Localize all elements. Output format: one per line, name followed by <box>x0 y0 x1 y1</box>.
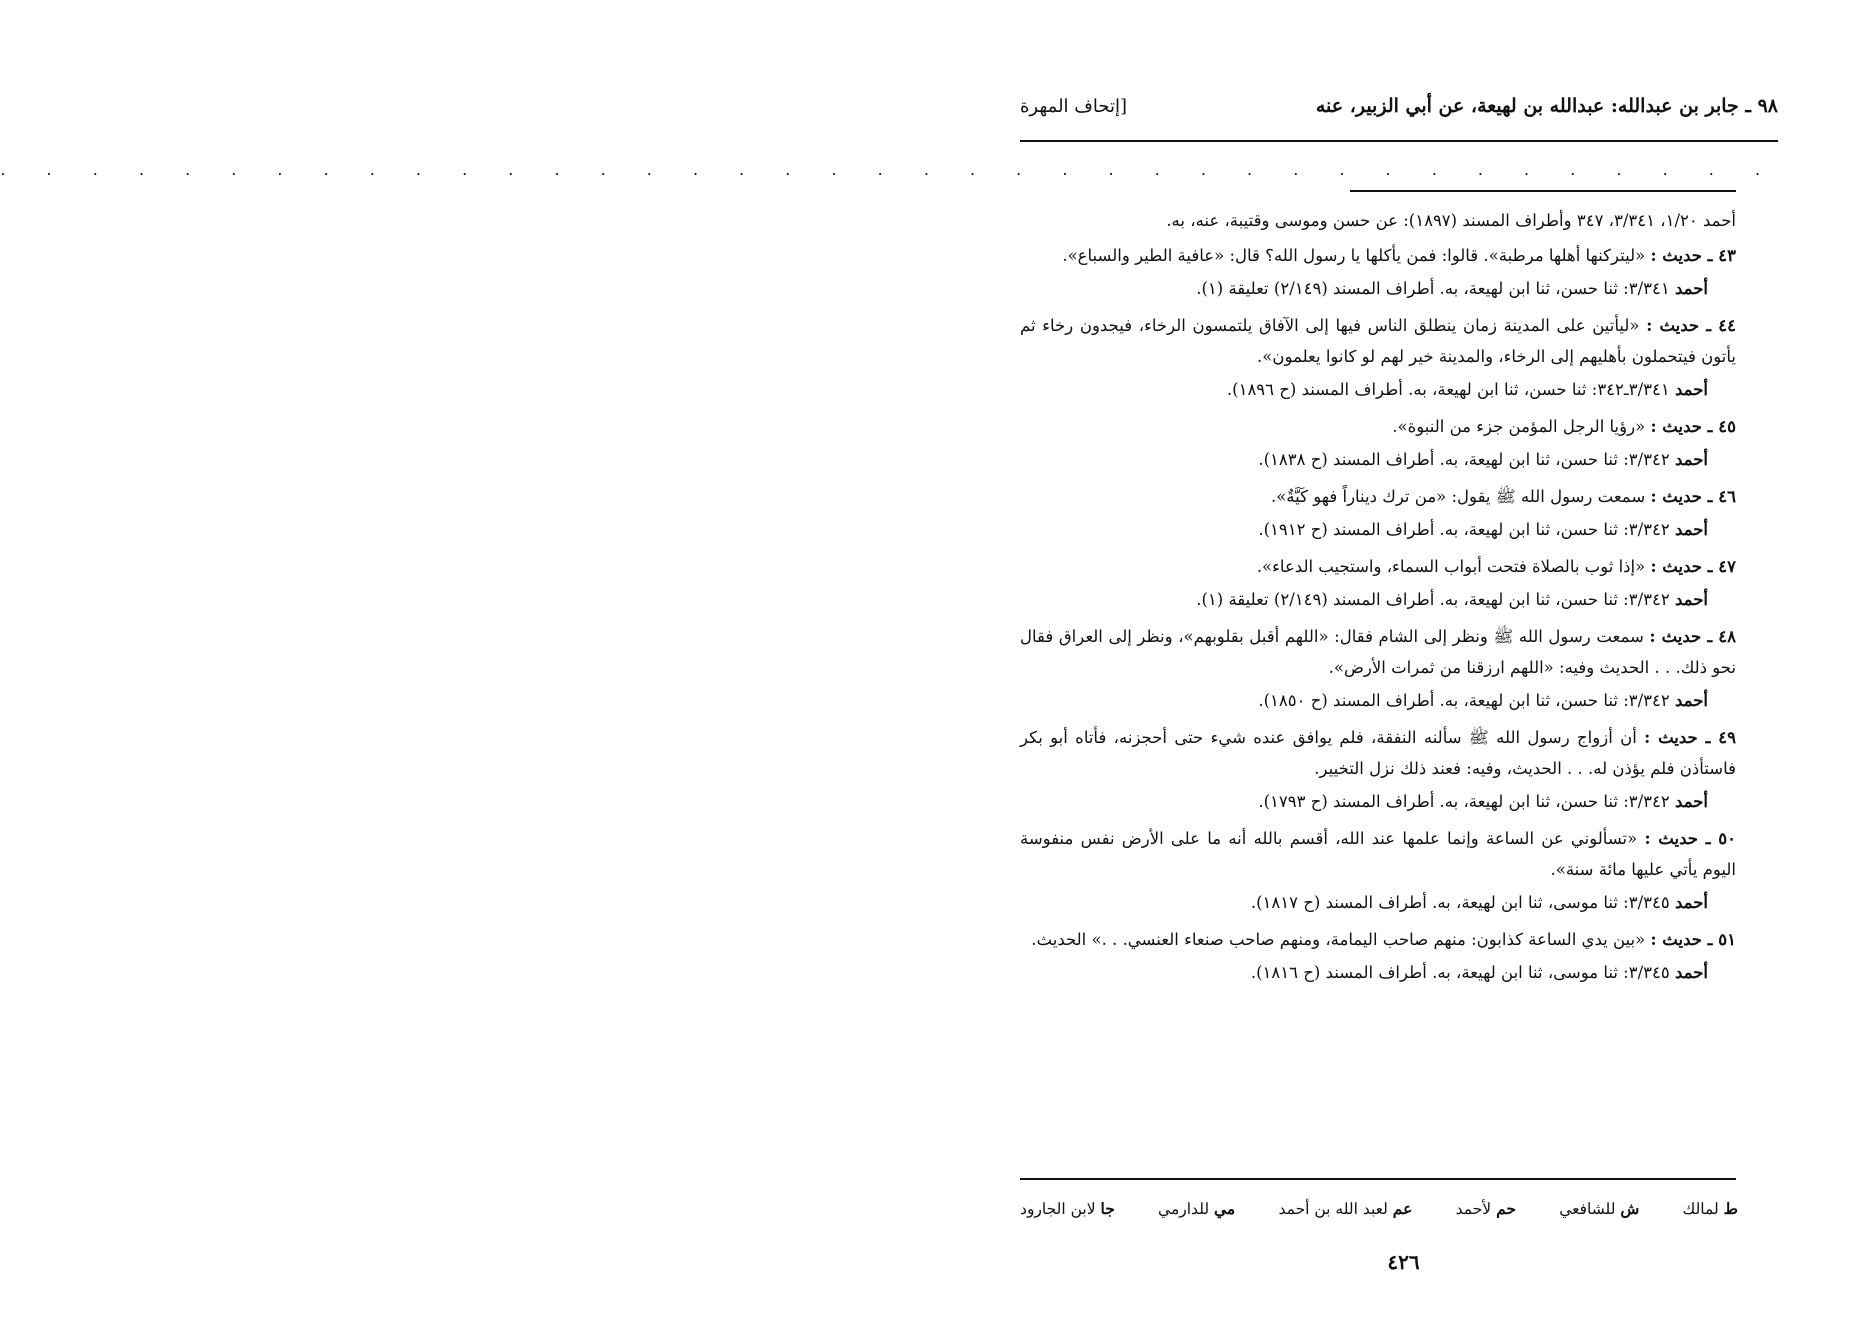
book-title: [إتحاف المهرة <box>1020 95 1128 117</box>
hadith-entry-45 <box>1020 411 1736 475</box>
source-lead: أحمد <box>1675 691 1708 710</box>
source-lead: أحمد <box>1675 380 1708 399</box>
source-text: ٣/٣٤١: ثنا حسن، ثنا ابن لهيعة، به. أطراف المسند (٢/١٤٩) تعليقة (١). <box>1196 279 1670 298</box>
hadith-text: «ليتركنها أهلها مرطبة». قالوا: فمن يأكلها يا رسول الله؟ قال: «عافية الطير والسباع». <box>1062 246 1646 265</box>
hadith-entry-51 <box>1020 924 1736 988</box>
hadith-number: ٥١ ـ حديث : <box>1650 930 1736 949</box>
abbrev-item: مي للدارمي <box>1158 1198 1236 1218</box>
abbrev-item: ط لمالك <box>1682 1198 1738 1218</box>
source-text: ٣/٣٤٢: ثنا حسن، ثنا ابن لهيعة، به. أطراف المسند (ح ١٧٩٣). <box>1258 792 1670 811</box>
source-text: ٣/٣٤٢: ثنا حسن، ثنا ابن لهيعة، به. أطراف المسند (٢/١٤٩) تعليقة (١). <box>1196 590 1670 609</box>
source-text: ٣/٣٤١ـ٣٤٢: ثنا حسن، ثنا ابن لهيعة، به. أطراف المسند (ح ١٨٩٦). <box>1226 380 1670 399</box>
running-header <box>1020 88 1778 124</box>
hadith-number: ٤٥ ـ حديث : <box>1650 417 1736 436</box>
source-lead: أحمد <box>1675 590 1708 609</box>
source-lead: أحمد <box>1675 279 1708 298</box>
footnote-rule <box>1020 1178 1736 1180</box>
hadith-text: «تسألوني عن الساعة وإنما علمها عند الله، أقسم بالله أنه ما على الأرض نفس منفوسة اليوم يأتي عليها مائة سنة». <box>1020 829 1736 879</box>
source-text: ٣/٣٤٥: ثنا موسى، ثنا ابن لهيعة، به. أطراف المسند (ح ١٨١٦). <box>1250 963 1670 982</box>
source-lead: أحمد <box>1675 520 1708 539</box>
source-text: ٣/٣٤٥: ثنا موسى، ثنا ابن لهيعة، به. أطراف المسند (ح ١٨١٧). <box>1250 893 1670 912</box>
abbrev-item: ش للشافعي <box>1559 1198 1640 1218</box>
hadith-text: «إذا ثوب بالصلاة فتحت أبواب السماء، واستجيب الدعاء». <box>1256 557 1646 576</box>
hadith-number: ٤٦ ـ حديث : <box>1650 487 1736 506</box>
hadith-entry-49 <box>1020 722 1736 817</box>
page-body <box>1020 205 1736 994</box>
hadith-number: ٤٤ ـ حديث : <box>1646 316 1736 335</box>
hadith-text: «رؤيا الرجل المؤمن جزء من النبوة». <box>1392 417 1646 436</box>
source-text: ٣/٣٤٢: ثنا حسن، ثنا ابن لهيعة، به. أطراف المسند (ح ١٩١٢). <box>1258 520 1670 539</box>
abbrev-item: حم لأحمد <box>1455 1198 1516 1218</box>
header-rule <box>1020 140 1778 142</box>
top-source-citation: أحمد ١/٢٠، ٣/٣٤١، ٣٤٧ وأطراف المسند (١٨٩٧): عن حسن وموسى وقتيبة، عنه، به. <box>1166 211 1736 230</box>
hadith-number: ٤٩ ـ حديث : <box>1644 728 1736 747</box>
hadith-text: «ليأتين على المدينة زمان ينطلق الناس فيها إلى الآفاق يلتمسون الرخاء، فيجدون رخاء ثم يأتون فيتحملون بأهليهم إلى الرخاء، والمدينة خير لهم لو كانوا يعلمون». <box>1020 316 1736 366</box>
hadith-entry-44 <box>1020 310 1736 405</box>
abbrev-item: جا لابن الجارود <box>1020 1198 1115 1218</box>
hadith-entry-46 <box>1020 481 1736 545</box>
hadith-text: أن أزواج رسول الله ﷺ سألنه النفقة، فلم يوافق عنده شيء حتى أحجزنه، فأتاه أبو بكر فاستأذن فلم يؤذن له. . . الحديث، وفيه: فعند ذلك نزل التخيير. <box>1020 728 1736 778</box>
source-text: ٣/٣٤٢: ثنا حسن، ثنا ابن لهيعة، به. أطراف المسند (ح ١٨٣٨). <box>1258 450 1670 469</box>
source-lead: أحمد <box>1675 893 1708 912</box>
hadith-entry-48 <box>1020 621 1736 716</box>
page-title: ٩٨ ـ جابر بن عبدالله: عبدالله بن لهيعة، عن أبي الزبير، عنه <box>1315 95 1778 117</box>
hadith-number: ٥٠ ـ حديث : <box>1644 829 1736 848</box>
hadith-text: سمعت رسول الله ﷺ ونظر إلى الشام فقال: «اللهم أقبل بقلوبهم»، ونظر إلى العراق فقال نحو ذلك. . . الحديث وفيه: «اللهم ارزقنا من ثمرات الأرض». <box>1020 627 1736 677</box>
hadith-text: سمعت رسول الله ﷺ يقول: «من ترك ديناراً فهو كَيَّةٌ». <box>1270 487 1646 506</box>
source-text: ٣/٣٤٢: ثنا حسن، ثنا ابن لهيعة، به. أطراف المسند (ح ١٨٥٠). <box>1258 691 1670 710</box>
separator-dots: . . . . . . . . . . . . . . . . . . . . . . . . . . . . . . . . . . . . . . . <box>0 160 1778 179</box>
section-rule <box>1350 190 1736 192</box>
hadith-number: ٤٨ ـ حديث : <box>1649 627 1736 646</box>
source-lead: أحمد <box>1675 963 1708 982</box>
source-lead: أحمد <box>1675 792 1708 811</box>
hadith-number: ٤٣ ـ حديث : <box>1650 246 1736 265</box>
hadith-text: «بين يدي الساعة كذابون: منهم صاحب اليمامة، ومنهم صاحب صنعاء العنسي. . .» الحديث. <box>1031 930 1646 949</box>
hadith-entry-47 <box>1020 551 1736 615</box>
hadith-number: ٤٧ ـ حديث : <box>1650 557 1736 576</box>
hadith-entry-50 <box>1020 823 1736 918</box>
abbrev-item: عم لعبد الله بن أحمد <box>1278 1198 1413 1218</box>
abbreviation-key <box>1020 1192 1738 1224</box>
source-lead: أحمد <box>1675 450 1708 469</box>
hadith-entry-43 <box>1020 240 1736 304</box>
page-number: ٤٢٦ <box>1387 1250 1420 1274</box>
